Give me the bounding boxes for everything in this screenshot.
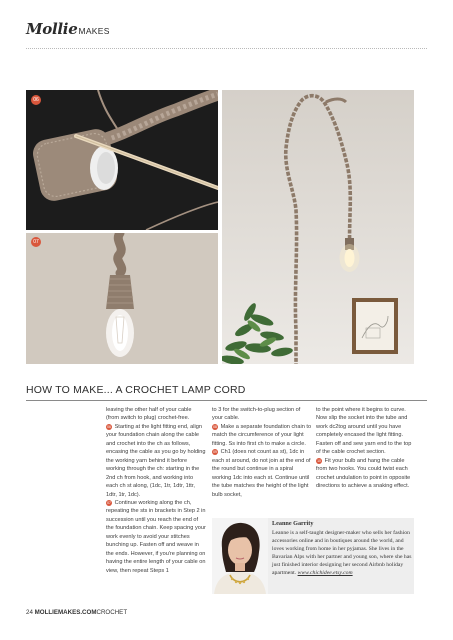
instruction-paragraph: [106, 499, 206, 575]
step-number-badge: 08: [213, 424, 217, 429]
designer-bio-body: Leanne is a self-taught designer-maker who sells her fashion accessories online and in boutiques around the world, and loves working from home in her pyjamas. She lives in the Bavarian Alps with her partner and young son, where she has just finished interior designing her second Airbnb holiday apartment.: [272, 530, 412, 576]
footer-site-name: MOLLIEMAKES.COM: [34, 609, 97, 616]
page-footer: [26, 609, 127, 616]
instruction-text: Ch1 (does not count as st), 1dc in each st around, do not join at the end of the round but continue in a spiral working 1dc into each st. Continue until the tube matches the height of the light bulb socket,: [212, 449, 311, 498]
step-number-badge: 06: [107, 424, 111, 429]
designer-bio-text: [272, 520, 416, 577]
photo-crochet-cable-step: [26, 90, 218, 230]
instruction-text: Starting at the light fitting end, align your foundation chain along the cable and crochet into the ch as follows, encasing the cable as you go by holding the working yarn behind it before working through the ch: starting in the 2nd ch from hook, and working into each ch st along, (1dc, 1tr, 1dtr, 1ttr, 1dtr, 1tr, 1dc).: [106, 423, 206, 498]
header-divider: [26, 48, 427, 49]
logo-script-text: Mollie: [26, 20, 78, 38]
instruction-text: leaving the other half of your cable (from switch to plug) crochet-free.: [106, 407, 192, 422]
step-number-badge: 10: [317, 458, 321, 463]
designer-portrait-illustration: [212, 518, 268, 594]
instruction-paragraph: [106, 406, 206, 423]
photo-bulb-illustration: [26, 233, 218, 364]
instruction-paragraph: [212, 448, 312, 499]
instructions-column-2: [212, 406, 312, 499]
instructions-column-1: [106, 406, 206, 575]
section-heading: HOW TO MAKE... A CROCHET LAMP CORD: [26, 384, 246, 396]
step-badge: 06: [31, 95, 41, 105]
instruction-paragraph: [316, 457, 416, 491]
instruction-text: Fit your bulb and hang the cable from two hooks. You could twist each crochet undulation to point in opposite directions to achieve a snaking effect.: [316, 457, 411, 490]
step-number-badge: 09: [213, 450, 217, 455]
page-number: 24: [26, 609, 33, 616]
instruction-paragraph: [106, 423, 206, 499]
instruction-paragraph: [212, 423, 312, 448]
photo-crochet-cable-illustration: [26, 90, 218, 230]
instruction-text: Continue working along the ch, repeating the sts in brackets in Step 2 in succession until you reach the end of the foundation chain. Keep spacing your work evenly to avoid your stitches bunching up. Fasten off and weave in the ends. However, if you're planning on having the entire length of your cable on view, then repeat Steps 1: [106, 499, 206, 574]
heading-divider: [26, 400, 427, 401]
masthead-logo: [26, 20, 110, 42]
instruction-paragraph: [316, 406, 416, 457]
instruction-text: Make a separate foundation chain to match the circumference of your light fitting. Ss into first ch to make a circle.: [212, 423, 312, 447]
photo-crochet-socket-bulb: [26, 233, 218, 364]
designer-portrait: [212, 518, 268, 594]
designer-name: Leanne Garrity: [272, 520, 314, 527]
designer-shop-link[interactable]: www.chichidee.etsy.com: [297, 570, 353, 576]
footer-section-name: CROCHET: [96, 609, 128, 616]
step-number-badge: 07: [107, 500, 111, 505]
photo-wall-illustration: [222, 90, 414, 364]
step-badge: 07: [31, 237, 41, 247]
photo-lamp-cord-wall: [222, 90, 414, 364]
instructions-column-3: [316, 406, 416, 491]
instruction-text: to the point where it begins to curve. Now slip the socket into the tube and work dc2tog around until you have completely encased the light fitting. Fasten off and sew yarn end to the top of the cable crochet section.: [316, 407, 412, 456]
instruction-paragraph: [212, 406, 312, 423]
logo-caps-text: MAKES: [78, 26, 110, 36]
instruction-text: to 3 for the switch-to-plug section of your cable.: [212, 407, 301, 422]
